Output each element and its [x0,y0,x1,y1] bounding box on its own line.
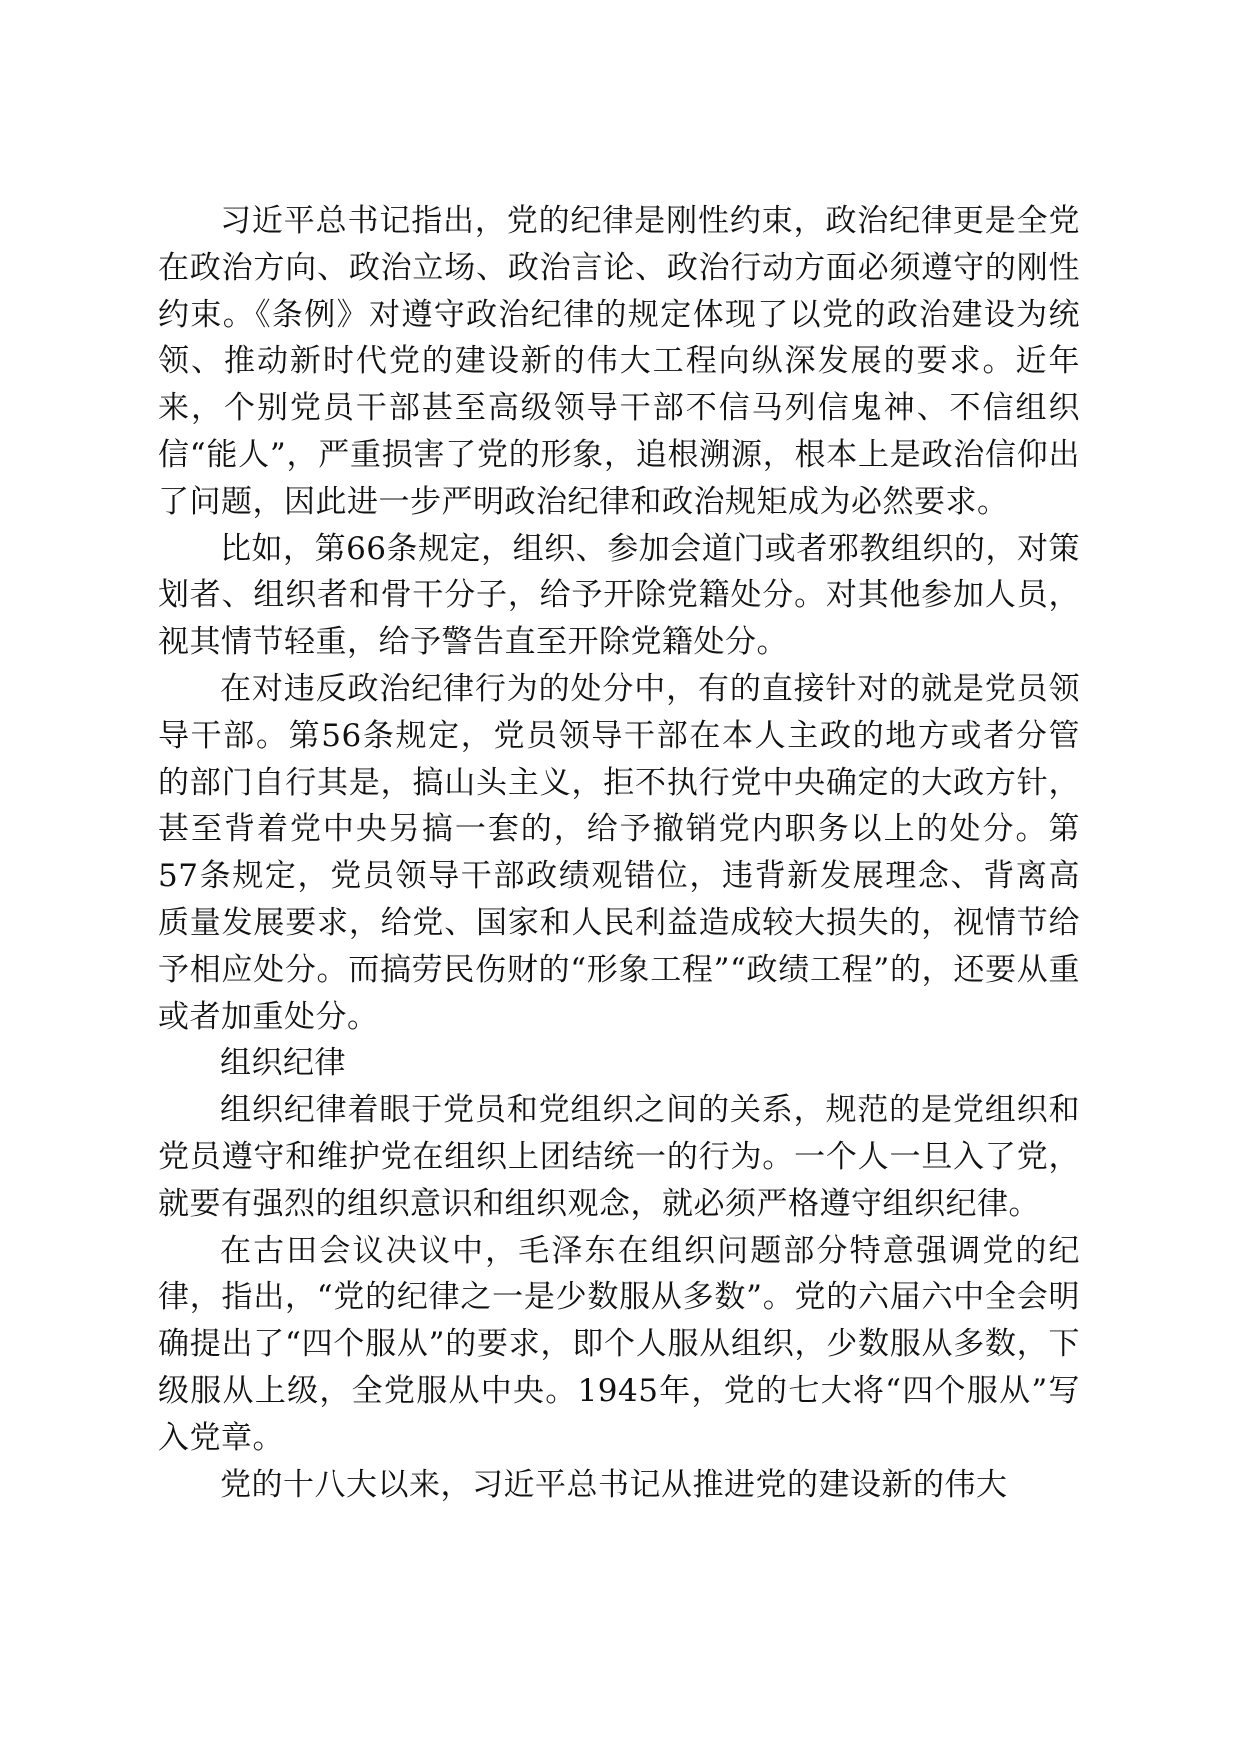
paragraph-gutian-meeting: 在古田会议决议中，毛泽东在组织问题部分特意强调党的纪律，指出，“党的纪律之一是少数服从多数”。党的六届六中全会明确提出了“四个服从”的要求，即个人服从组织，少数服从多数，下级服从上级，全党服从中央。1945年，党的七大将“四个服从”写入党章。 [158,1232,1080,1456]
paragraph-articles-56-57: 在对违反政治纪律行为的处分中，有的直接针对的就是党员领导干部。第56条规定，党员领导干部在本人主政的地方或者分管的部门自行其是，搞山头主义，拒不执行党中央确定的大政方针，甚至背着党中央另搞一套的，给予撤销党内职务以上的处分。第57条规定，党员领导干部政绩观错位，违背新发展理念、背离高质量发展要求，给党、国家和人民利益造成较大损失的，视情节给予相应处分。而搞劳民伤财的“形象工程”“政绩工程”的，还要从重或者加重处分。 [158,670,1080,1035]
section-heading-organizational-discipline: 组织纪律 [220,1045,346,1082]
paragraph-article-66: 比如，第66条规定，组织、参加会道门或者邪教组织的，对策划者、组织者和骨干分子，给予开除党籍处分。对其他参加人员，视其情节轻重，给予警告直至开除党籍处分。 [158,530,1080,661]
paragraph-organizational-discipline-intro: 组织纪律着眼于党员和党组织之间的关系，规范的是党组织和党员遵守和维护党在组织上团结统一的行为。一个人一旦入了党，就要有强烈的组织意识和组织观念，就必须严格遵守组织纪律。 [158,1092,1080,1222]
document-body [158,198,1080,1508]
paragraph-eighteenth-congress: 党的十八大以来，习近平总书记从推进党的建设新的伟大 [220,1466,1008,1503]
paragraph-political-discipline-intro: 习近平总书记指出，党的纪律是刚性约束，政治纪律更是全党在政治方向、政治立场、政治言论、政治行动方面必须遵守的刚性约束。《条例》对遵守政治纪律的规定体现了以党的政治建设为统领、推动新时代党的建设新的伟大工程向纵深发展的要求。近年来，个别党员干部甚至高级领导干部不信马列信鬼神、不信组织信“能人”，严重损害了党的形象，追根溯源，根本上是政治信仰出了问题，因此进一步严明政治纪律和政治规矩成为必然要求。 [158,203,1080,520]
